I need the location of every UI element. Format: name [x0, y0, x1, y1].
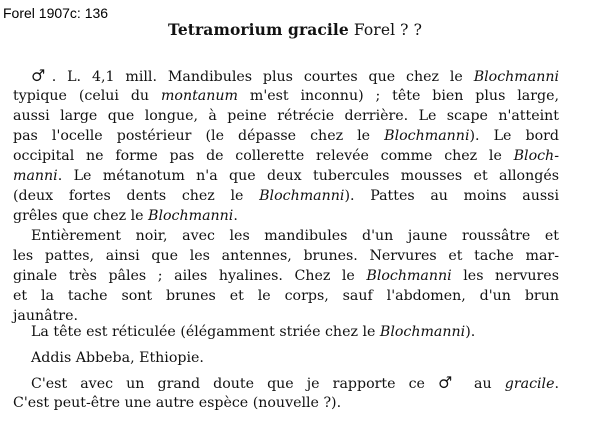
text-line-16	[31, 373, 559, 394]
line-14-text: La tête est réticulée (élégamment striée chez le	[31, 324, 380, 340]
text-line-5	[13, 146, 559, 166]
line-4-text: pas l'ocelle postérieur (le dépasse chez le	[13, 128, 385, 144]
text-line-15	[31, 348, 559, 368]
male-symbol: ♂	[31, 66, 52, 85]
line-11-italic: Blochmanni	[366, 268, 452, 284]
line-16-italic: gracile	[504, 376, 555, 392]
line-8-text: grêles que chez le	[13, 208, 149, 224]
line-1-italic: Blochmanni	[473, 69, 560, 85]
line-1-text: . L. 4,1 mill. Mandibules plus courtes que chez le	[51, 69, 474, 85]
text-line-3	[13, 106, 559, 126]
line-17-text: C'est peut-être une autre espèce (nouvelle ?).	[13, 395, 342, 411]
line-10-text: les pattes, ainsi que les antennes, brunes. Nervures et tache mar-	[13, 248, 559, 264]
line-14-italic: Blochmanni	[379, 324, 466, 340]
line-7-italic: Blochmanni	[259, 188, 345, 204]
species-title	[0, 20, 590, 39]
line-5-text: occipital ne forme pas de collerette relevée comme chez le	[13, 148, 514, 164]
line-16-text: C'est avec un grand doute que je rapporte ce	[31, 376, 439, 392]
text-line-2	[13, 86, 559, 106]
page-reference: Forel 1907c: 136	[3, 5, 109, 21]
text-line-6	[13, 166, 559, 186]
line-2-italic: montanum	[160, 88, 238, 104]
line-9-text: Entièrement noir, avec les mandibules d'un jaune roussâtre et	[31, 228, 559, 244]
line-11-text-end: les nervures	[451, 268, 559, 284]
line-16-text-mid: au	[460, 376, 505, 392]
text-line-12	[13, 286, 559, 306]
line-5-italic: Bloch-	[513, 148, 559, 164]
line-7-text-end: ). Pattes au moins aussi	[344, 188, 559, 204]
text-line-14	[31, 322, 559, 342]
species-name: Tetramorium gracile	[167, 20, 349, 39]
line-14-text-end: ).	[465, 324, 476, 340]
line-15-text: Addis Abbeba, Ethiopie.	[31, 350, 204, 366]
line-6-italic: manni	[13, 168, 58, 184]
line-2-text-end: m'est inconnu) ; tête bien plus large,	[237, 88, 560, 104]
line-6-text: . Le métanotum n'a que deux tubercules mousses et allongés	[57, 168, 559, 184]
line-4-italic: Blochmanni	[384, 128, 470, 144]
text-line-9	[31, 226, 559, 246]
text-line-10	[13, 246, 559, 266]
text-line-7	[13, 186, 559, 206]
line-13-text: jaunâtre.	[13, 308, 78, 324]
text-line-8	[13, 206, 559, 226]
line-2-text: typique (celui du	[13, 88, 161, 104]
male-symbol-inline: ♂	[438, 373, 461, 392]
line-4-text-end: ). Le bord	[469, 128, 559, 144]
text-line-11	[13, 266, 559, 286]
text-line-17	[13, 393, 559, 413]
line-16-text-end: .	[554, 376, 560, 392]
text-line-1	[31, 66, 559, 87]
line-8-italic: Blochmanni	[148, 208, 234, 224]
line-12-text: et la tache sont brunes et le corps, sauf l'abdomen, d'un brun	[13, 288, 559, 304]
species-author: Forel ? ?	[348, 21, 423, 39]
line-3-text: aussi large que longue, à peine rétrécie derrière. Le scape n'atteint	[13, 108, 559, 124]
line-11-text: ginale très pâles ; ailes hyalines. Chez le	[13, 268, 367, 284]
line-8-text-end: .	[233, 208, 238, 224]
text-line-4	[13, 126, 559, 146]
line-7-text: (deux fortes dents chez le	[13, 188, 260, 204]
